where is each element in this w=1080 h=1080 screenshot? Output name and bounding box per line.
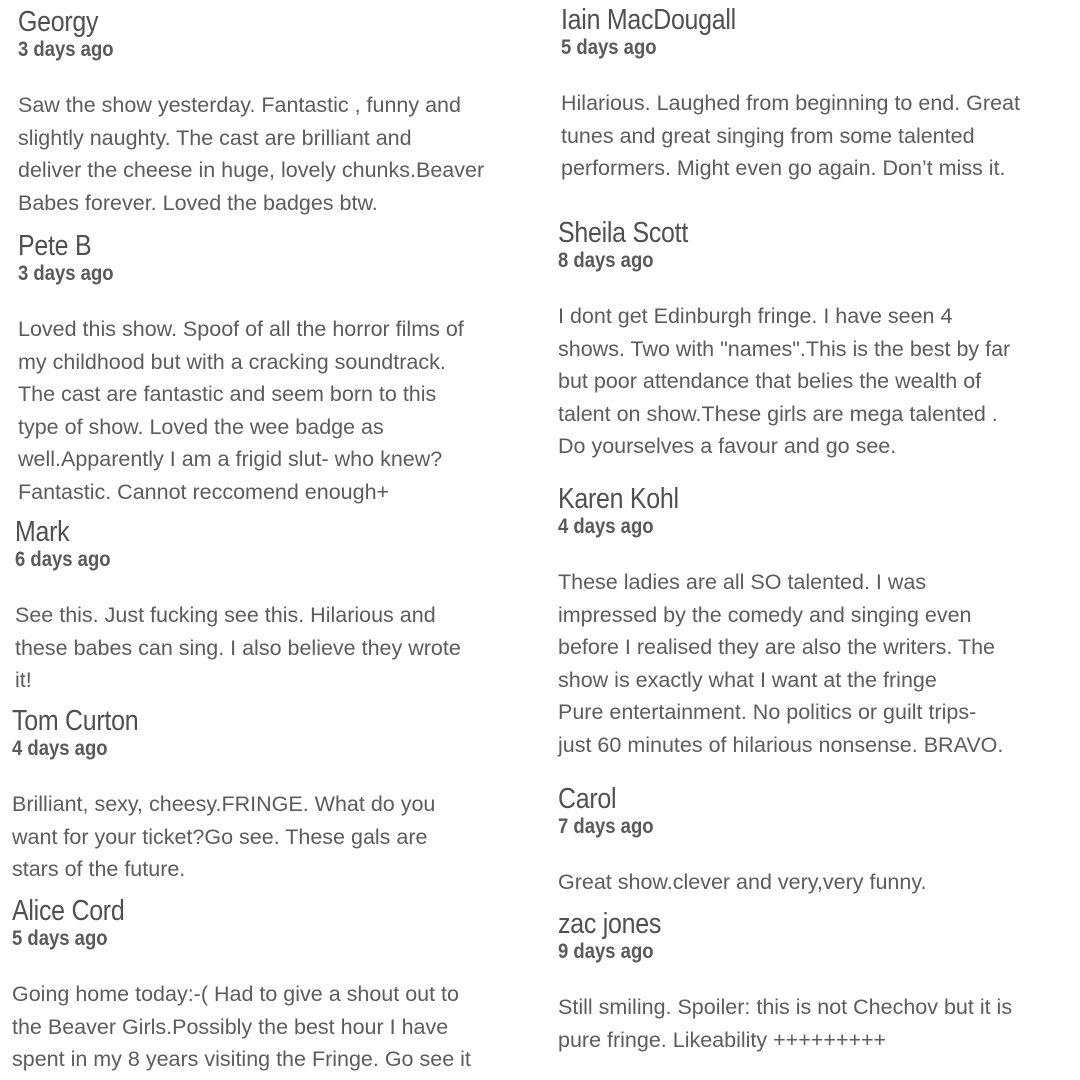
review-date: 6 days ago [15, 548, 111, 571]
review-text: Still smiling. Spoiler: this is not Chechov but it is pure fringe. Likeability +++++++++ [558, 995, 1013, 1052]
reviewer-name: Georgy [18, 6, 99, 38]
reviewer-name: Pete B [18, 230, 92, 262]
review-card [18, 230, 513, 508]
review-date: 5 days ago [12, 927, 108, 950]
review-card [561, 4, 1056, 185]
review-text: Loved this show. Spoof of all the horror films of my childhood but with a cracking soundtrack. The cast are fantastic and seem born to this type of show. Loved the wee badge as well.Apparently I am a frigid slut- who knew? Fantastic. Cannot reccomend enough+ [18, 317, 464, 504]
reviewer-name: Alice Cord [12, 895, 125, 927]
review-date: 3 days ago [18, 38, 114, 61]
reviewer-name: Carol [558, 783, 617, 815]
review-text: Going home today:-( Had to give a shout out to the Beaver Girls.Possibly the best hour I have spent in my 8 years visiting the Fringe. Go see it [12, 982, 471, 1071]
review-card [12, 705, 507, 886]
review-date: 3 days ago [18, 262, 114, 285]
review-date: 9 days ago [558, 940, 654, 963]
reviewer-name: Iain MacDougall [561, 4, 736, 36]
review-text: I dont get Edinburgh fringe. I have seen 4 shows. Two with "names".This is the best by far but poor attendance that belies the wealth of talent on show.These girls are mega talented . Do yourselves a favour and go see. [558, 304, 1011, 458]
review-text: Brilliant, sexy, cheesy.FRINGE. What do you want for your ticket?Go see. These gals are stars of the future. [12, 792, 436, 881]
review-card [558, 783, 1053, 899]
review-card [15, 516, 510, 697]
review-card [558, 908, 1053, 1056]
review-card [18, 6, 513, 219]
reviewer-name: Sheila Scott [558, 217, 689, 249]
review-card [558, 483, 1053, 761]
review-date: 4 days ago [558, 515, 654, 538]
reviewer-name: Karen Kohl [558, 483, 679, 515]
review-date: 7 days ago [558, 815, 654, 838]
review-date: 5 days ago [561, 36, 657, 59]
reviewer-name: Mark [15, 516, 70, 548]
review-text: Great show.clever and very,very funny. [558, 870, 927, 894]
reviewer-name: Tom Curton [12, 705, 139, 737]
reviewer-name: zac jones [558, 908, 662, 940]
review-date: 8 days ago [558, 249, 654, 272]
review-text: Saw the show yesterday. Fantastic , funny and slightly naughty. The cast are brilliant and deliver the cheese in huge, lovely chunks.Beaver Babes forever. Loved the badges btw. [18, 93, 485, 215]
review-card [12, 895, 507, 1076]
review-card [558, 217, 1053, 463]
review-text: See this. Just fucking see this. Hilarious and these babes can sing. I also believe they wrote it! [15, 603, 461, 692]
review-text: These ladies are all SO talented. I was impressed by the comedy and singing even before I realised they are also the writers. The show is exactly what I want at the fringe Pure entertainment. No politics or guilt trips- just 60 minutes of hilarious nonsense. BRAVO. [558, 570, 1004, 757]
review-date: 4 days ago [12, 737, 108, 760]
review-text: Hilarious. Laughed from beginning to end. Great tunes and great singing from some talented performers. Might even go again. Don’t miss it. [561, 91, 1020, 180]
